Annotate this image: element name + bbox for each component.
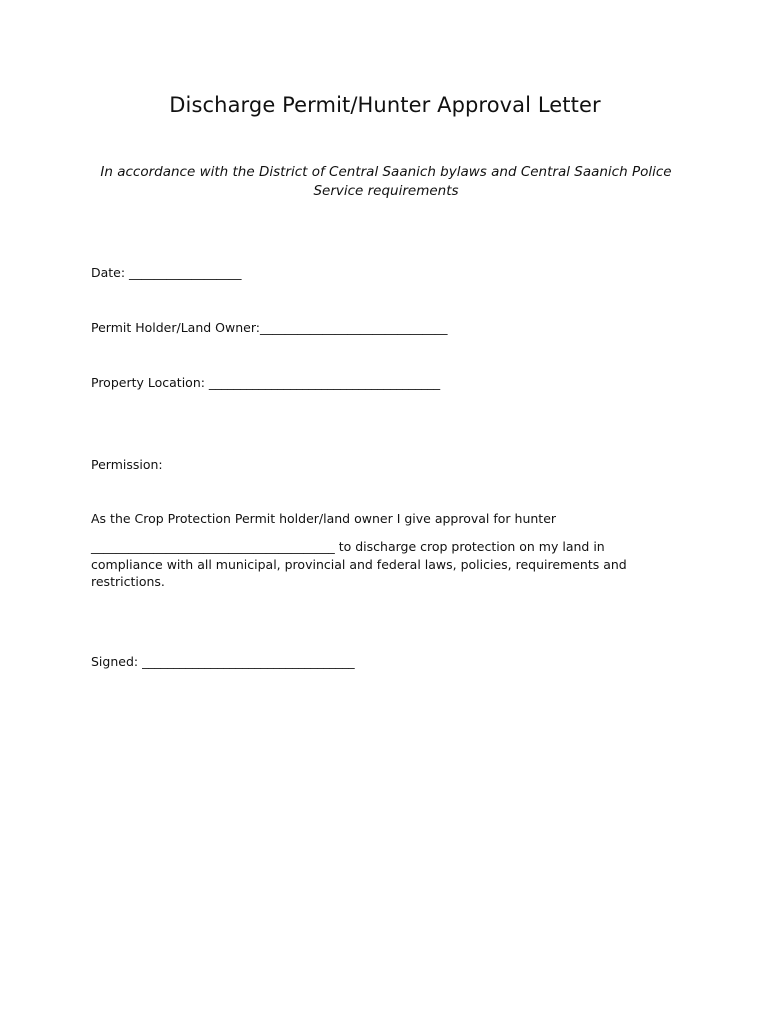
signed-field: Signed: __________________________________ [91,654,355,669]
property-location-field: Property Location: _____________________________________ [91,375,441,390]
date-field: Date: __________________ [91,265,242,280]
document-subtitle: In accordance with the District of Central Saanich bylaws and Central Saanich Police Service requirements [100,164,672,199]
permission-body: _______________________________________ to discharge crop protection on my land in compliance with all municipal, provincial and federal laws, policies, requirements and restrictions. [91,539,627,589]
permit-holder-field: Permit Holder/Land Owner:______________________________ [91,320,448,335]
document-title: Discharge Permit/Hunter Approval Letter [169,93,601,117]
permission-heading: Permission: [91,457,163,472]
permission-intro: As the Crop Protection Permit holder/land owner I give approval for hunter [91,511,557,526]
